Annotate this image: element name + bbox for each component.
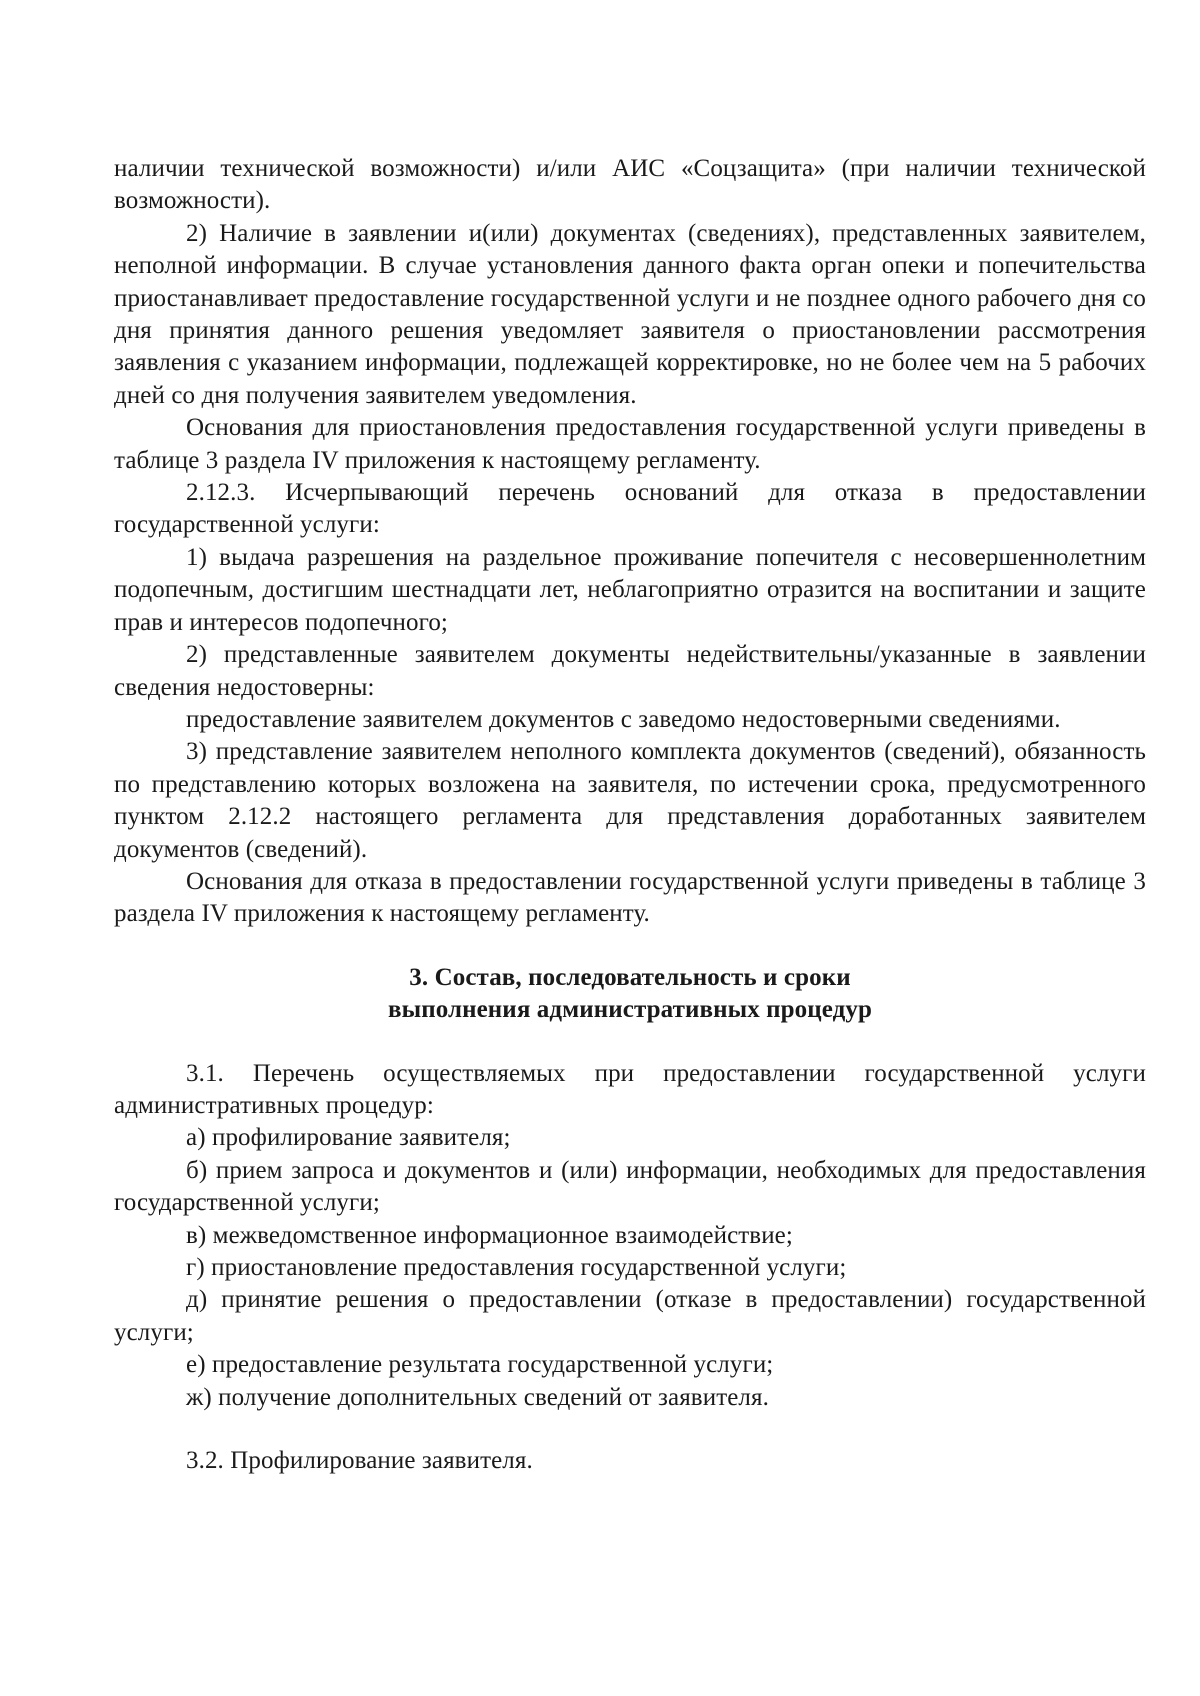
list-item-v: в) межведомственное информационное взаимодействие; bbox=[186, 1221, 793, 1249]
paragraph-refusal-grounds: Основания для отказа в предоставлении государственной услуги приведены в таблице 3 раздела IV приложения к настоящему регламенту. bbox=[114, 867, 1146, 928]
section-heading-line-1: 3. Состав, последовательность и сроки bbox=[409, 963, 851, 991]
paragraph-false-documents: предоставление заявителем документов с заведомо недостоверными сведениями. bbox=[186, 705, 1061, 733]
paragraph-technical-possibility: наличии технической возможности) и/или АИС «Соцзащита» (при наличии технической возможности). bbox=[114, 155, 1146, 215]
spacer bbox=[114, 1414, 1146, 1445]
document-body bbox=[114, 153, 1146, 1477]
spacer bbox=[114, 931, 1146, 962]
paragraph-refusal-item-2: 2) представленные заявителем документы недействительны/указанные в заявлении сведения недостоверны: bbox=[114, 641, 1146, 701]
list-item-zh: ж) получение дополнительных сведений от заявителя. bbox=[186, 1383, 769, 1411]
paragraph-incomplete-information: 2) Наличие в заявлении и(или) документах (сведениях), представленных заявителем, неполной информации. В случае установления данного факта орган опеки и попечительства приостанавливает предоставление государственной услуги и не позднее одного рабочего дня со дня принятия данного решения уведомляет заявителя о приостановлении рассмотрения заявления с указанием информации, подлежащей корректировке, но не более чем на 5 рабочих дней со дня получения заявителем уведомления. bbox=[114, 219, 1147, 409]
list-item-d: д) принятие решения о предоставлении (отказе в предоставлении) государственной услуги; bbox=[114, 1286, 1146, 1346]
paragraph-refusal-item-1: 1) выдача разрешения на раздельное проживание попечителя с несовершеннолетним подопечным, достигшим шестнадцати лет, неблагоприятно отразится на воспитании и защите прав и интересов подопечного; bbox=[114, 543, 1146, 636]
spacer bbox=[114, 1027, 1146, 1058]
list-item-a: а) профилирование заявителя; bbox=[186, 1124, 511, 1152]
paragraph-refusal-item-3: 3) представление заявителем неполного комплекта документов (сведений), обязанность по представлению которых возложена на заявителя, по истечении срока, предусмотренного пунктом 2.12.2 настоящего регламента для представления доработанных заявителем документов (сведений). bbox=[114, 738, 1146, 863]
list-item-g: г) приостановление предоставления государственной услуги; bbox=[186, 1254, 847, 1281]
list-item-b: б) прием запроса и документов и (или) информации, необходимых для предоставления государственной услуги; bbox=[114, 1156, 1146, 1217]
list-item-e: е) предоставление результата государственной услуги; bbox=[186, 1351, 774, 1379]
paragraph-2-12-3: 2.12.3. Исчерпывающий перечень оснований для отказа в предоставлении государственной услуги: bbox=[114, 479, 1146, 539]
section-heading-line-2: выполнения административных процедур bbox=[387, 996, 873, 1024]
paragraph-3-1: 3.1. Перечень осуществляемых при предоставлении государственной услуги административных процедур: bbox=[114, 1059, 1146, 1119]
paragraph-suspension-grounds: Основания для приостановления предоставления государственной услуги приведены в таблице 3 раздела IV приложения к настоящему регламенту. bbox=[114, 414, 1146, 474]
paragraph-3-2: 3.2. Профилирование заявителя. bbox=[186, 1447, 533, 1475]
